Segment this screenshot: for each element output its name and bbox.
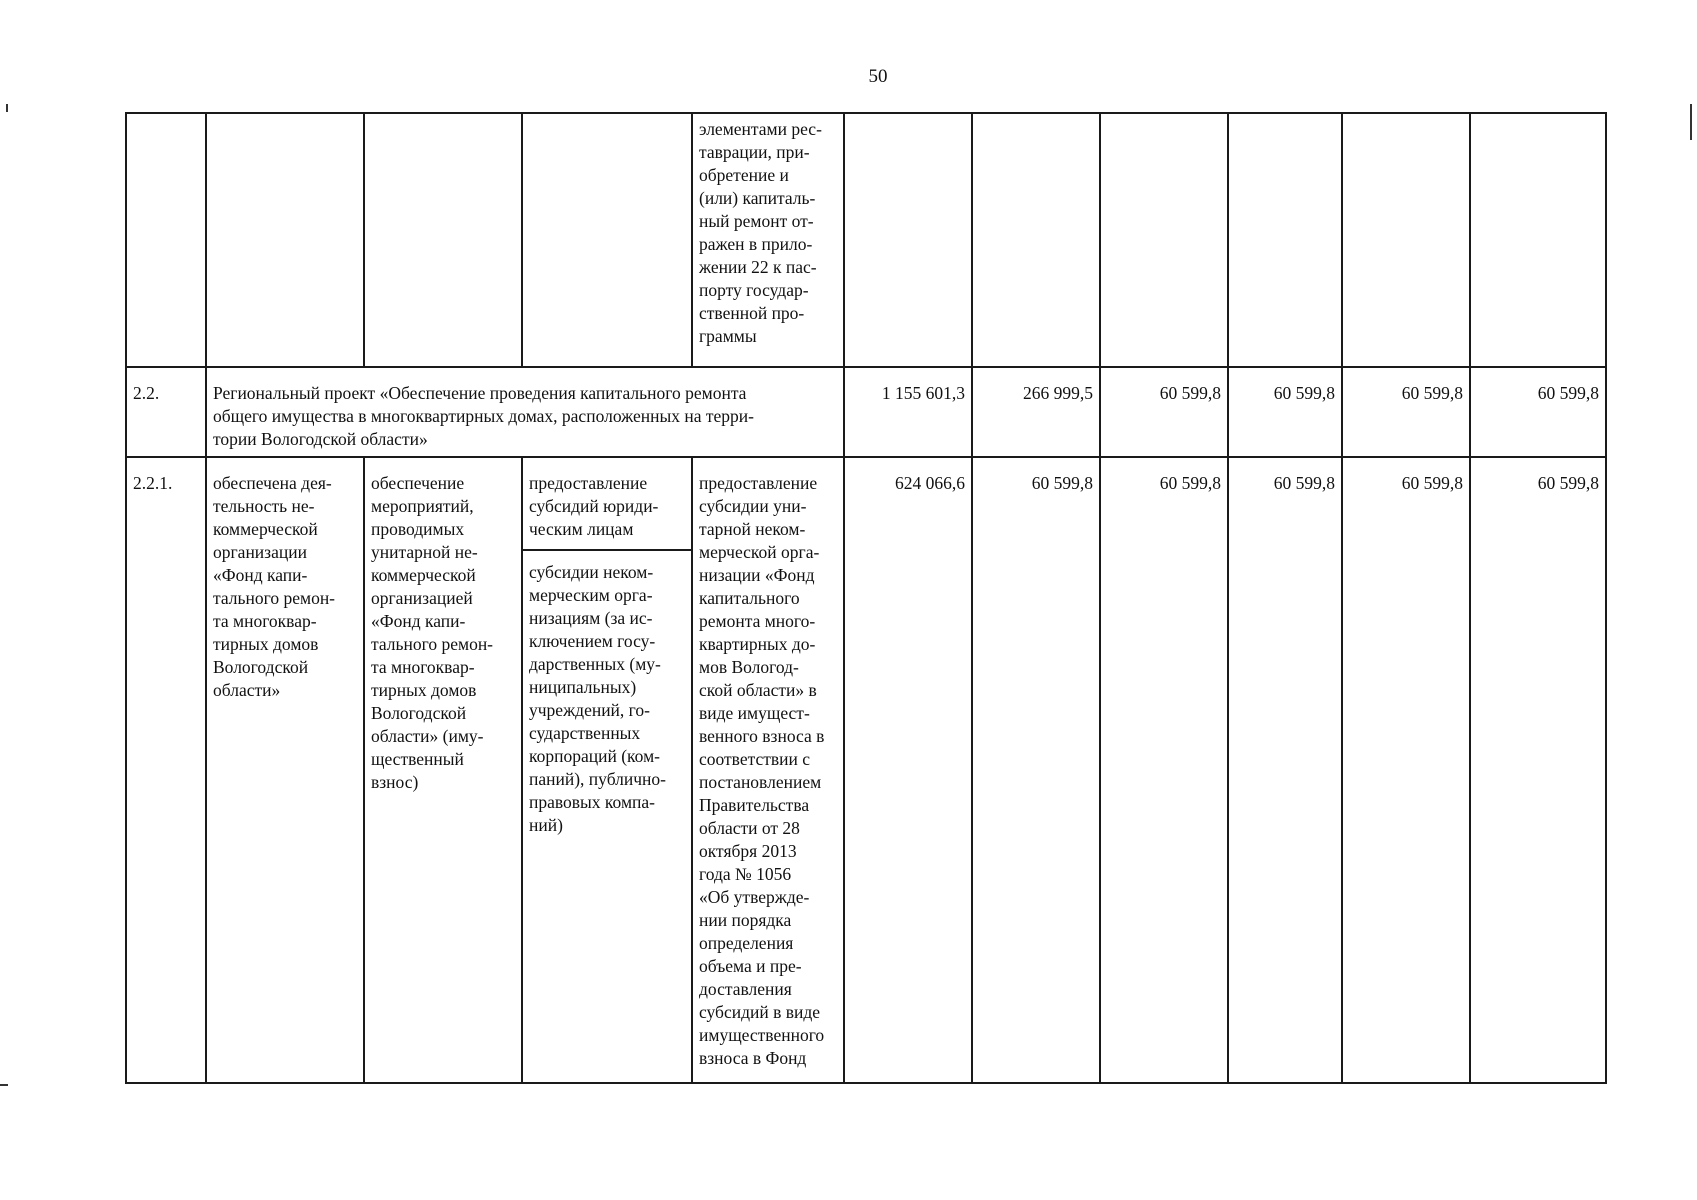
cell-result — [206, 113, 364, 367]
value-year-5: 60 599,8 — [1470, 457, 1606, 1083]
value-year-1: 60 599,8 — [972, 457, 1100, 1083]
regional-project-title: Региональный проект «Обеспечение проведения капитального ремонта общего имущества в многоквартирных домах, расположенных на терри- тории Вологодской области» — [206, 367, 844, 457]
budget-table — [125, 112, 1607, 1084]
cell-description: предоставление субсидии уни- тарной неком- мерческой орга- низации «Фонд капитального ремонта много- квартирных до- мов Вологод- ской области» в виде имущест- венного взноса в соответствии с постановлением Правительства области от 28 октября 2013 года № 1056 «Об утвержде- нии порядка определения объема и пре- доставления субсидий в виде имущественного взноса в Фонд — [692, 457, 844, 1083]
continuation-text: элементами рес- таврации, при- обретение и (или) капиталь- ный ремонт от- ражен в прило- жении 22 к пас- порту государ- ственной про- граммы — [699, 119, 822, 346]
cell-direction — [522, 457, 692, 1083]
value-total: 624 066,6 — [844, 457, 972, 1083]
cell-value-6 — [1470, 113, 1606, 367]
cell-value-5 — [1342, 113, 1470, 367]
value-year-3: 60 599,8 — [1228, 367, 1342, 457]
cell-value-2 — [972, 113, 1100, 367]
cell-measure — [364, 113, 522, 367]
cell-value-4 — [1228, 113, 1342, 367]
direction-expense-type: предоставление субсидий юриди- ческим лицам — [529, 473, 659, 539]
cell-code — [126, 113, 206, 367]
table-row-2-2-1 — [126, 457, 1606, 1083]
value-year-3: 60 599,8 — [1228, 457, 1342, 1083]
value-total: 1 155 601,3 — [844, 367, 972, 457]
right-margin-tick — [1690, 104, 1692, 140]
value-year-2: 60 599,8 — [1100, 457, 1228, 1083]
value-year-4: 60 599,8 — [1342, 457, 1470, 1083]
row-code: 2.2.1. — [126, 457, 206, 1083]
value-year-4: 60 599,8 — [1342, 367, 1470, 457]
cell-direction — [522, 113, 692, 367]
table-row-2-2 — [126, 367, 1606, 457]
value-year-1: 266 999,5 — [972, 367, 1100, 457]
cell-value-3 — [1100, 113, 1228, 367]
page-number: 50 — [868, 66, 888, 87]
row-code: 2.2. — [126, 367, 206, 457]
cell-result: обеспечена дея- тельность не- коммерческой организации «Фонд капи- тального ремон- та многоквар- тирных домов Вологодской области» — [206, 457, 364, 1083]
left-margin-dash — [0, 1084, 8, 1086]
cell-measure: обеспечение мероприятий, проводимых унитарной не- коммерческой организацией «Фонд капи- тального ремон- та многоквар- тирных домов Вологодской области» (иму- щественный взнос) — [364, 457, 522, 1083]
value-year-2: 60 599,8 — [1100, 367, 1228, 457]
table-row-continuation — [126, 113, 1606, 367]
cell-description — [692, 113, 844, 367]
left-margin-tick — [6, 104, 8, 112]
cell-value-1 — [844, 113, 972, 367]
direction-expense-subtype: субсидии неком- мерческим орга- низациям (за ис- ключением госу- дарственных (му- ниципальных) учреждений, го- сударственных корпораций (ком- паний), публично- правовых компа- ний) — [523, 549, 691, 845]
value-year-5: 60 599,8 — [1470, 367, 1606, 457]
